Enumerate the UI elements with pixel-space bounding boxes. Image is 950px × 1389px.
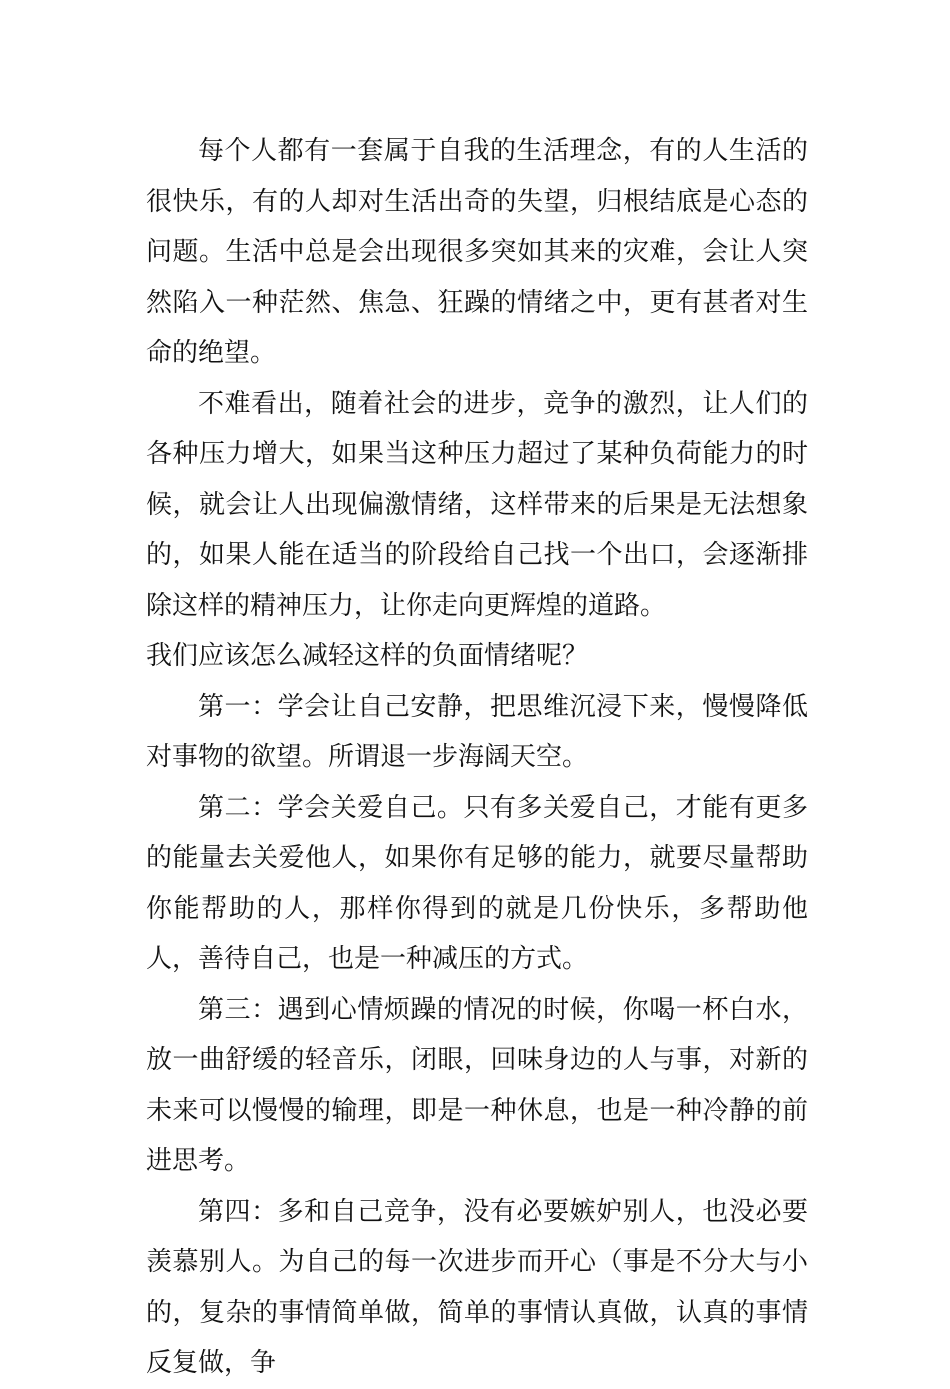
paragraph-first: 第一：学会让自己安静，把思维沉浸下来，慢慢降低对事物的欲望。所谓退一步海阔天空。 bbox=[146, 691, 808, 772]
document-body bbox=[146, 126, 808, 1389]
paragraph-question: 我们应该怎么减轻这样的负面情绪呢？ bbox=[146, 641, 589, 671]
paragraph-fourth: 第四：多和自己竞争，没有必要嫉妒别人，也没必要羡慕别人。为自己的每一次进步而开心（事是不分大与小的，复杂的事情简单做，简单的事情认真做，认真的事情反复做，争 bbox=[146, 1196, 808, 1378]
paragraph-third: 第三：遇到心情烦躁的情况的时候，你喝一杯白水，放一曲舒缓的轻音乐，闭眼，回味身边的人与事，对新的未来可以慢慢的输理，即是一种休息，也是一种冷静的前进思考。 bbox=[146, 994, 808, 1176]
paragraph-second: 第二：学会关爱自己。只有多关爱自己，才能有更多的能量去关爱他人，如果你有足够的能力，就要尽量帮助你能帮助的人，那样你得到的就是几份快乐，多帮助他人，善待自己，也是一种减压的方式。 bbox=[146, 792, 808, 974]
paragraph-intro: 每个人都有一套属于自我的生活理念，有的人生活的很快乐，有的人却对生活出奇的失望，归根结底是心态的问题。生活中总是会出现很多突如其来的灾难，会让人突然陷入一种茫然、焦急、狂躁的情绪之中，更有甚者对生命的绝望。 bbox=[146, 136, 808, 368]
paragraph-pressure: 不难看出，随着社会的进步，竞争的激烈，让人们的各种压力增大，如果当这种压力超过了某种负荷能力的时候，就会让人出现偏激情绪，这样带来的后果是无法想象的，如果人能在适当的阶段给自己找一个出口，会逐渐排除这样的精神压力，让你走向更辉煌的道路。 bbox=[146, 388, 808, 621]
